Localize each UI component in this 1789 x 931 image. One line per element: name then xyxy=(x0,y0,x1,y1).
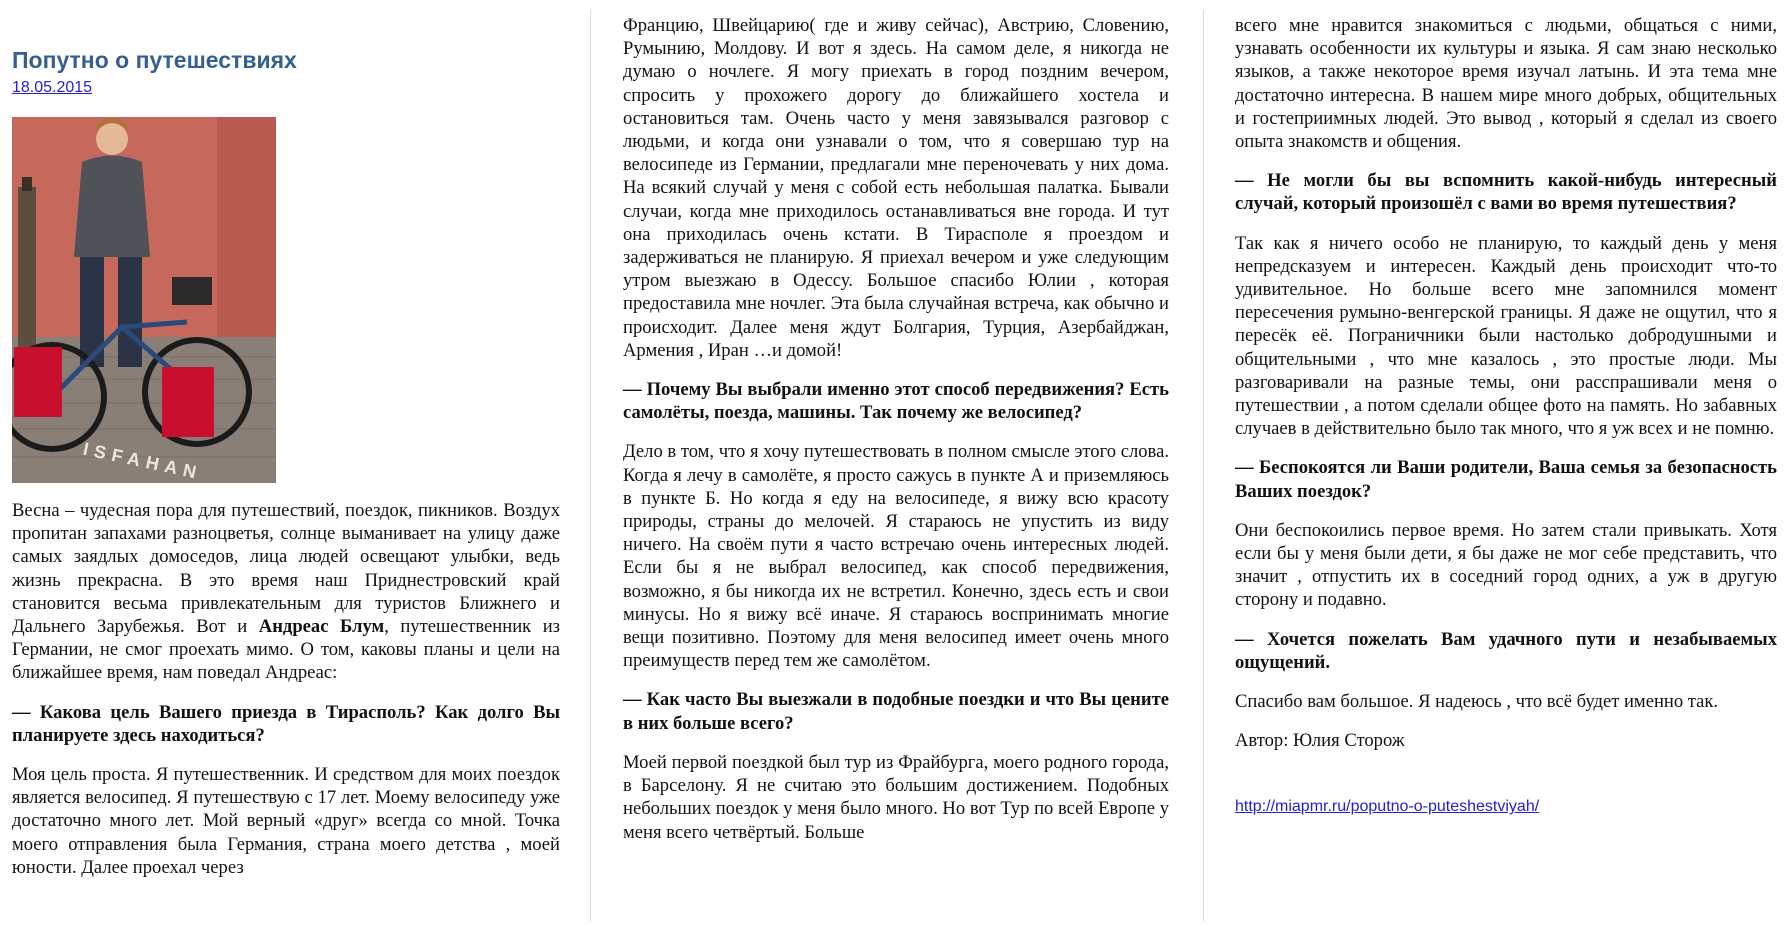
column-divider xyxy=(590,10,591,921)
question-5: — Беспокоятся ли Ваши родители, Ваша семья за безопасность Ваших поездок? xyxy=(1235,457,1777,502)
question-3: — Как часто Вы выезжали в подобные поездки и что Вы цените в них больше всего? xyxy=(623,689,1169,734)
column-divider xyxy=(1203,10,1204,921)
answer-6: Спасибо вам большое. Я надеюсь , что всё будет именно так. xyxy=(1235,691,1719,713)
intro-text-end: , путешественник из Германии, не смог проехать мимо. О том, каковы планы и цели на ближайшее время, нам поведал Андреас: xyxy=(12,616,561,684)
article-date-link[interactable]: 18.05.2015 xyxy=(12,79,93,96)
column-2 xyxy=(623,0,1169,931)
author-line: Автор: Юлия Сторож xyxy=(1235,730,1405,752)
answer-3-continued: всего мне нравится знакомиться с людьми, общаться с ними, узнавать особенности их культуры и языка. Я сам знаю несколько языков, а также некоторое время изучал латынь. И эта тема мне достаточно интересна. В нашем мире много добрых, общительных и гостеприимных людей. Это вывод , который я сделал из своего опыта знакомств и общения. xyxy=(1235,15,1777,153)
question-2: — Почему Вы выбрали именно этот способ передвижения? Есть самолёты, поезда, машины. Так почему же велосипед? xyxy=(623,379,1169,424)
source-link[interactable]: http://miapmr.ru/poputno-o-puteshestviyah/ xyxy=(1235,798,1540,816)
column-3 xyxy=(1235,0,1777,931)
answer-2: Дело в том, что я хочу путешествовать в полном смысле этого слова. Когда я лечу в самолёте, я просто сажусь в пункте А и приземляюсь в пункте Б. Но когда я еду на велосипеде, я вижу всю красоту природы, страны до мелочей. Я стараюсь не упустить из виду ничего. На своём пути я часто встречаю очень интересных людей. Если бы я не выбрал велосипед, как способ передвижения, возможно, я бы никогда их не встретил. Конечно, здесь есть и свои минусы. Но я вижу всё иначе. Я стараюсь воспринимать многие вещи позитивно. Поэтому для меня велосипед имеет очень много преимуществ перед тем же самолётом. xyxy=(623,441,1169,672)
photo-illustration xyxy=(12,117,276,483)
intro-paragraph xyxy=(12,499,560,685)
interviewee-name: Андреас Блум xyxy=(258,616,385,638)
column-1 xyxy=(12,0,560,931)
answer-4: Так как я ничего особо не планирую, то каждый день у меня непредсказуем и интересен. Каждый день происходит что-то удивительное. Но больше всего мне запомнился момент пересечения румыно-венгерской границы. Я даже не ощутил, что я пересёк её. Пограничники были настолько добродушными и общительными , что мне казалось , это простые люди. Мы разговаривали на разные темы, они расспрашивали меня о путешествии , а потом сделали общее фото на память. Но забавных случаев в действительно было так много, что я уж всех и не помню. xyxy=(1235,232,1777,440)
answer-3: Моей первой поездкой был тур из Фрайбурга, моего родного города, в Барселону. Я не считаю это большим достижением. Подобных небольших поездок у меня было много. Но вот Тур по всей Европе у меня всего четвёртый. Больше xyxy=(623,751,1169,843)
answer-5: Они беспокоились первое время. Но затем стали привыкать. Хотя если бы у меня были дети, я бы даже не мог себе представить, что значит , отпустить их в соседний город одних, а уж в другую сторону и подавно. xyxy=(1235,519,1777,611)
question-4: — Не могли бы вы вспомнить какой-нибудь интересный случай, который произошёл с вами во время путешествия? xyxy=(1235,170,1777,215)
question-1: — Какова цель Вашего приезда в Тирасполь? Как долго Вы планируете здесь находиться? xyxy=(12,701,560,746)
intro-text: Весна – чудесная пора для путешествий, поездок, пикников. Воздух пропитан запахами разноцветья, солнце выманивает на улицу даже самых заядлых домоседов, лица людей освещают улыбки, ведь жизнь прекрасна. В это время наш Приднестровский край становится весьма привлекательным для туристов Ближнего и Дальнего Зарубежья. Вот и xyxy=(12,500,560,638)
answer-1-continued: Францию, Швейцарию( где и живу сейчас), Австрию, Словению, Румынию, Молдову. И вот я здесь. На самом деле, я никогда не думаю о ночлеге. Я могу приехать в город поздним вечером, спросить у прохожего дорогу до ближайшего хостела и остановиться там. Очень часто у меня завязывался разговор с людьми, и когда они узнавали о том, что я совершаю тур на велосипеде из Германии, предлагали мне переночевать у них дома. На всякий случай у меня с собой есть небольшая палатка. Бывали случаи, когда мне приходилось останавливаться вне города. И тут она приходилась очень кстати. В Тирасполе я проездом и задерживаться не планирую. Я приехал вечером и уже следующим утром выезжаю в Одессу. Большое спасибо Юлии , которая предоставила мне ночлег. Эта была случайная встреча, как обычно и происходит. Далее меня ждут Болгария, Турция, Азербайджан, Армения , Иран …и домой! xyxy=(623,15,1169,361)
answer-1: Моя цель проста. Я путешественник. И средством для моих поездок является велосипед. Я путешествую с 17 лет. Моему велосипеду уже достаточно много лет. Мой верный «друг» всегда со мной. Точка моего отправления была Германия, страна моего детства , моей юности. Далее проехал через xyxy=(12,764,560,878)
article-title: Попутно о путешествиях xyxy=(12,47,297,73)
ground-text: ISFAHAN xyxy=(81,438,204,483)
cyclist-photo xyxy=(12,117,276,483)
question-6: — Хочется пожелать Вам удачного пути и незабываемых ощущений. xyxy=(1235,628,1777,673)
